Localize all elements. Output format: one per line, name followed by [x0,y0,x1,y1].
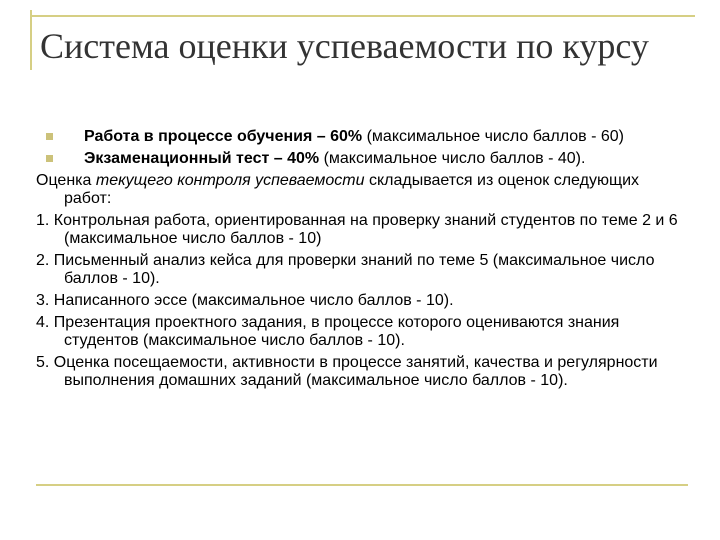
bullet-bold-text: Экзаменационный тест – 40% [84,150,320,167]
bullet-item-2 [36,150,690,168]
frame-vertical-line [30,10,32,70]
list-item-number: 3. [36,292,50,309]
list-item-3 [36,292,690,310]
intro-pre: Оценка [36,172,96,189]
bullet-item-1 [36,128,690,146]
list-item-text: Оценка посещаемости, активности в процессе занятий, качества и регулярности выполнения домашних заданий (максимальное число баллов - 10). [53,354,658,389]
frame-top-line [30,15,695,17]
intro-paragraph [36,172,690,208]
list-item-number: 1. [36,212,50,229]
list-item-text: Письменный анализ кейса для проверки знаний по теме 5 (максимальное число баллов - 10). [53,252,655,287]
square-bullet-icon [46,155,53,162]
list-item-5 [36,354,690,390]
slide-title: Система оценки успеваемости по курсу [40,26,649,66]
intro-post: складывается из оценок следующих работ: [64,172,640,207]
bullet-text: (максимальное число баллов - 60) [362,128,624,145]
list-item-text: Контрольная работа, ориентированная на проверку знаний студентов по теме 2 и 6 (максимальное число баллов - 10) [53,212,678,247]
bullet-bold-text: Работа в процессе обучения – 60% [84,128,363,145]
list-item-text: Написанного эссе (максимальное число баллов - 10). [53,292,454,309]
bullet-text: (максимальное число баллов - 40). [319,150,586,167]
slide-content [36,128,690,394]
list-item-4 [36,314,690,350]
frame-bottom-line [36,484,688,486]
list-item-2 [36,252,690,288]
list-item-number: 4. [36,314,50,331]
list-item-text: Презентация проектного задания, в процессе которого оцениваются знания студентов (максимальное число баллов - 10). [53,314,620,349]
list-item-number: 2. [36,252,50,269]
list-item-number: 5. [36,354,50,371]
list-item-1 [36,212,690,248]
square-bullet-icon [46,133,53,140]
intro-italic: текущего контроля успеваемости [95,172,365,189]
